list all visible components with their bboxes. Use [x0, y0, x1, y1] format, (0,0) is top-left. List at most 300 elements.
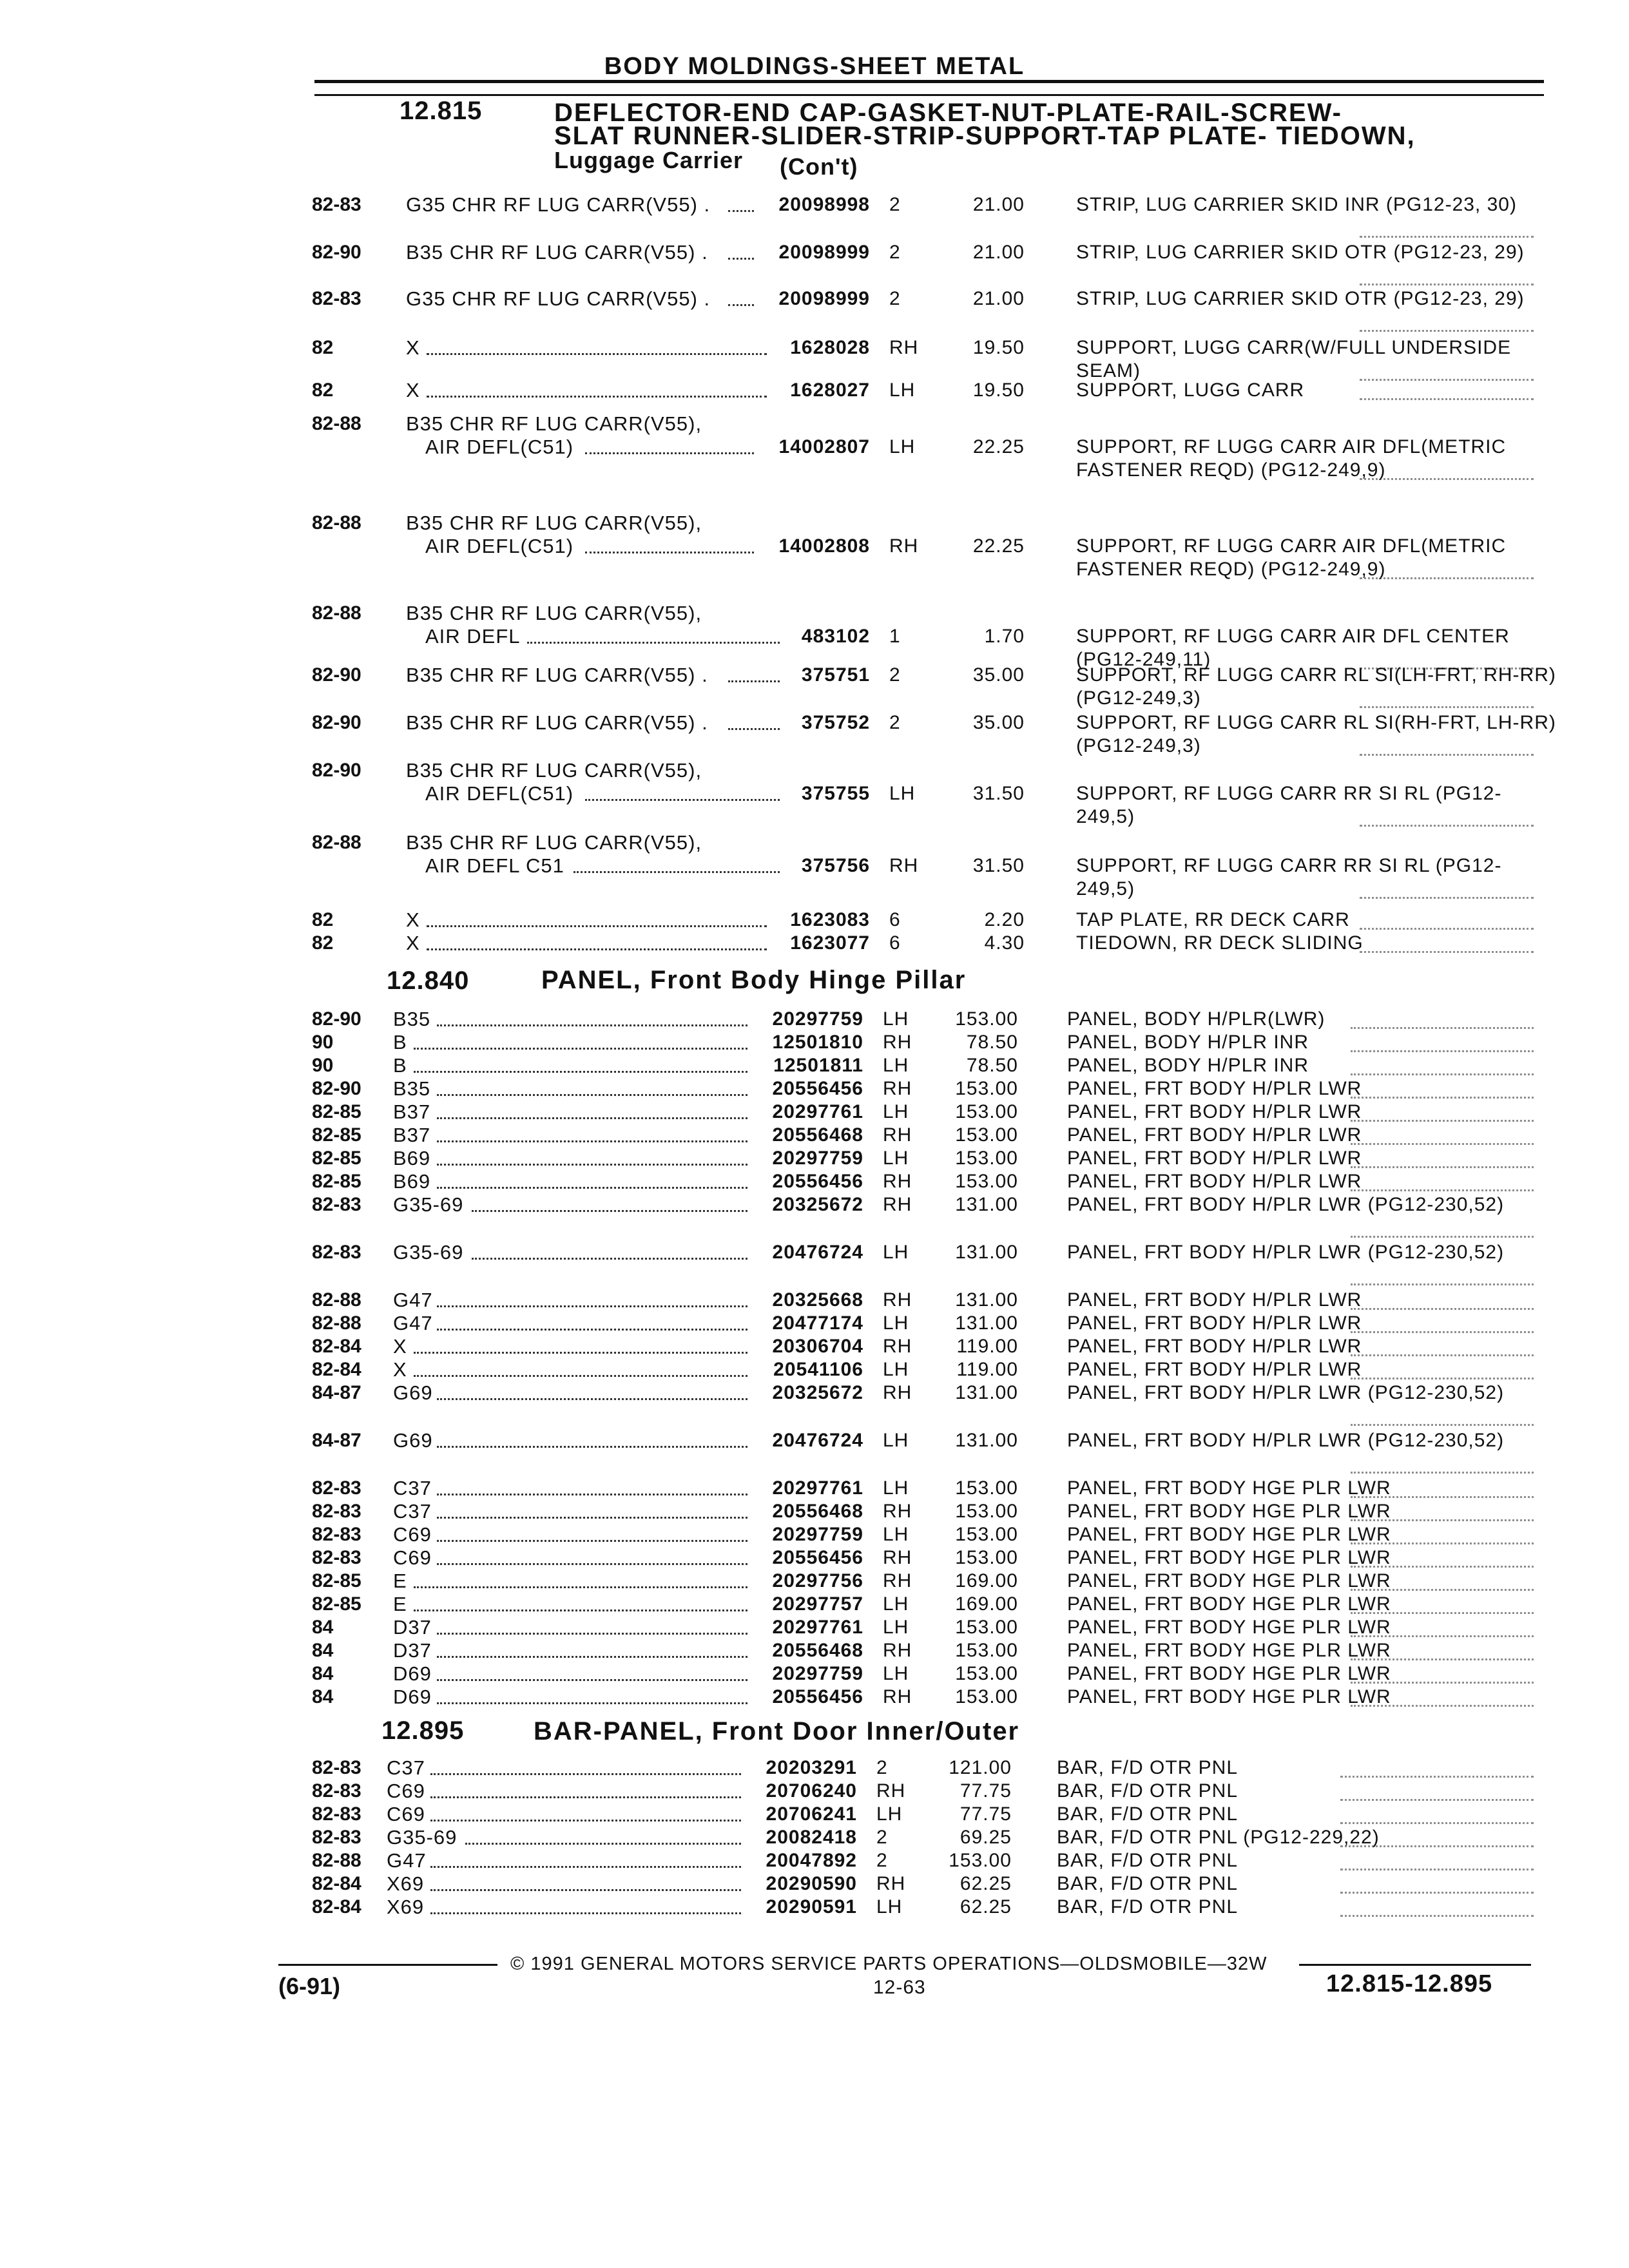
quantity: LH — [889, 436, 916, 457]
price: 35.00 — [972, 664, 1025, 686]
model-year: 82-85 — [312, 1101, 361, 1122]
price: 153.00 — [955, 1524, 1018, 1545]
leader-dots — [437, 1117, 747, 1119]
quantity: RH — [876, 1873, 906, 1894]
price: 4.30 — [984, 932, 1025, 954]
part-description: PANEL, FRT BODY H/PLR LWR (PG12-230,52) — [1067, 1194, 1505, 1215]
part-description: SUPPORT, RF LUGG CARR AIR DFL(METRIC FASTENER REQD) (PG12-249,9) — [1076, 436, 1507, 481]
quantity: LH — [883, 1008, 909, 1030]
quantity: LH — [883, 1617, 909, 1638]
leader-dots — [728, 728, 780, 730]
footer-rule-right — [1299, 1964, 1531, 1966]
description-leader — [1351, 1589, 1534, 1591]
quantity: RH — [883, 1032, 912, 1053]
section-number: 12.815 — [400, 97, 483, 125]
part-number: 20541106 — [773, 1359, 863, 1380]
part-description: PANEL, FRT BODY H/PLR LWR — [1067, 1124, 1362, 1146]
price: 153.00 — [955, 1477, 1018, 1499]
part-number: 20706241 — [766, 1803, 857, 1825]
part-number: 20306704 — [772, 1336, 863, 1357]
model-code: X — [393, 1358, 407, 1381]
model-year: 84-87 — [312, 1430, 361, 1451]
model-year: 82-83 — [312, 1803, 361, 1825]
description-leader — [1351, 1166, 1534, 1168]
leader-dots — [472, 1210, 747, 1212]
quantity: RH — [883, 1171, 912, 1192]
part-number: 20476724 — [772, 1242, 863, 1263]
part-description: PANEL, FRT BODY H/PLR LWR — [1067, 1359, 1362, 1380]
quantity: LH — [889, 783, 916, 804]
leader-dots — [437, 1329, 747, 1331]
model-year: 82 — [312, 380, 334, 401]
model-code: X69 — [387, 1896, 425, 1918]
part-description: PANEL, FRT BODY H/PLR LWR — [1067, 1078, 1362, 1099]
model-year: 82-83 — [312, 1501, 361, 1522]
price: 119.00 — [956, 1336, 1018, 1357]
part-number: 20297759 — [772, 1148, 863, 1169]
model-year: 82-88 — [312, 512, 361, 533]
quantity: 2 — [889, 664, 901, 686]
model-code: X — [393, 1335, 407, 1358]
part-description: BAR, F/D OTR PNL — [1057, 1896, 1239, 1917]
part-number: 20297761 — [772, 1477, 863, 1499]
price: 153.00 — [955, 1101, 1018, 1122]
leader-dots — [437, 1094, 747, 1096]
part-description: PANEL, FRT BODY HGE PLR LWR — [1067, 1640, 1391, 1661]
footer-page-number: 12-63 — [873, 1977, 926, 1998]
quantity: 6 — [889, 932, 901, 954]
part-number: 12501810 — [772, 1032, 863, 1053]
leader-dots — [437, 1305, 747, 1307]
description-leader — [1351, 1027, 1534, 1029]
price: 22.25 — [972, 535, 1025, 557]
quantity: 2 — [876, 1850, 888, 1871]
part-description: PANEL, FRT BODY H/PLR LWR — [1067, 1101, 1362, 1122]
part-number: 20556468 — [772, 1640, 863, 1661]
model-code: B35 CHR RF LUG CARR(V55), — [406, 602, 702, 624]
part-description: TIEDOWN, RR DECK SLIDING — [1076, 932, 1364, 954]
leader-dots — [437, 1494, 747, 1495]
model-year: 82-84 — [312, 1873, 361, 1894]
part-number: 20098999 — [778, 242, 870, 263]
model-code: B69 — [393, 1170, 431, 1193]
description-leader — [1360, 825, 1534, 827]
part-number: 20556456 — [772, 1686, 863, 1707]
leader-dots — [527, 642, 780, 644]
model-code: AIR DEFL(C51) — [425, 782, 574, 805]
model-code: C69 — [387, 1780, 425, 1802]
model-code: C37 — [393, 1477, 432, 1499]
price: 62.25 — [959, 1896, 1012, 1917]
part-description: PANEL, BODY H/PLR(LWR) — [1067, 1008, 1325, 1030]
model-year: 82-83 — [312, 1547, 361, 1568]
description-leader — [1360, 951, 1534, 953]
part-description: PANEL, FRT BODY HGE PLR LWR — [1067, 1570, 1391, 1591]
section-title: SLAT RUNNER-SLIDER-STRIP-SUPPORT-TAP PLATE- TIEDOWN, — [554, 122, 1416, 150]
quantity: RH — [883, 1124, 912, 1146]
model-code: AIR DEFL C51 — [425, 854, 564, 877]
model-code: G69 — [393, 1429, 433, 1452]
description-leader — [1351, 1189, 1534, 1191]
part-number: 1623077 — [790, 932, 870, 954]
part-description: STRIP, LUG CARRIER SKID INR (PG12-23, 30) — [1076, 194, 1517, 215]
model-code: D37 — [393, 1639, 432, 1662]
part-number: 20290591 — [766, 1896, 857, 1917]
description-leader — [1351, 1354, 1534, 1356]
model-year: 82-85 — [312, 1593, 361, 1615]
model-code: E — [393, 1570, 407, 1592]
leader-dots — [430, 1889, 741, 1891]
leader-dots — [437, 1140, 747, 1142]
price: 131.00 — [955, 1289, 1018, 1311]
model-year: 82-90 — [312, 1078, 361, 1099]
model-code: C37 — [387, 1756, 425, 1779]
description-leader — [1340, 1915, 1534, 1917]
price: 77.75 — [959, 1803, 1012, 1825]
model-code: G47 — [393, 1312, 433, 1334]
leader-dots — [427, 353, 767, 355]
description-leader — [1351, 1424, 1534, 1426]
quantity: 2 — [876, 1827, 888, 1848]
description-leader — [1340, 1822, 1534, 1824]
model-year: 82-85 — [312, 1171, 361, 1192]
part-description: PANEL, FRT BODY HGE PLR LWR — [1067, 1547, 1391, 1568]
price: 62.25 — [959, 1873, 1012, 1894]
leader-dots — [728, 210, 754, 212]
part-number: 20477174 — [772, 1312, 863, 1334]
quantity: RH — [883, 1382, 912, 1403]
description-leader — [1351, 1073, 1534, 1075]
part-number: 20047892 — [766, 1850, 857, 1871]
price: 131.00 — [955, 1242, 1018, 1263]
leader-dots — [437, 1398, 747, 1400]
description-leader — [1360, 236, 1534, 238]
model-year: 82-88 — [312, 832, 361, 853]
leader-dots — [437, 1563, 747, 1565]
model-year: 82-84 — [312, 1336, 361, 1357]
part-number: 20098998 — [778, 194, 870, 215]
price: 153.00 — [955, 1124, 1018, 1146]
model-year: 82-83 — [312, 1780, 361, 1802]
description-leader — [1340, 1776, 1534, 1778]
price: 153.00 — [955, 1171, 1018, 1192]
description-leader — [1360, 398, 1534, 400]
section-subtitle: Luggage Carrier — [554, 147, 744, 173]
price: 153.00 — [955, 1008, 1018, 1030]
part-number: 1628028 — [790, 337, 870, 358]
leader-dots — [414, 1610, 747, 1611]
part-number: 14002807 — [778, 436, 870, 457]
quantity: RH — [883, 1570, 912, 1591]
quantity: RH — [883, 1194, 912, 1215]
model-code: X — [406, 932, 420, 954]
price: 153.00 — [955, 1078, 1018, 1099]
part-description: PANEL, FRT BODY HGE PLR LWR — [1067, 1686, 1391, 1707]
leader-dots — [427, 948, 767, 950]
price: 153.00 — [955, 1547, 1018, 1568]
leader-dots — [465, 1843, 741, 1845]
part-number: 1623083 — [790, 909, 870, 930]
part-description: PANEL, FRT BODY H/PLR LWR (PG12-230,52) — [1067, 1382, 1505, 1403]
quantity: LH — [883, 1430, 909, 1451]
model-code: AIR DEFL — [425, 625, 521, 648]
part-number: 14002808 — [778, 535, 870, 557]
description-leader — [1340, 1845, 1534, 1847]
header-rule-lower — [314, 94, 1544, 96]
model-year: 82-83 — [312, 194, 361, 215]
model-year: 82-84 — [312, 1896, 361, 1917]
model-code: G35-69 — [393, 1241, 464, 1264]
description-leader — [1351, 1331, 1534, 1333]
quantity: RH — [889, 337, 919, 358]
model-code: D69 — [393, 1686, 432, 1708]
description-leader — [1351, 1519, 1534, 1521]
model-code: B35 CHR RF LUG CARR(V55) . — [406, 664, 708, 686]
part-description: PANEL, FRT BODY H/PLR LWR — [1067, 1171, 1362, 1192]
description-leader — [1360, 577, 1534, 579]
description-leader — [1340, 1799, 1534, 1801]
description-leader — [1351, 1566, 1534, 1568]
quantity: 6 — [889, 909, 901, 930]
quantity: LH — [883, 1101, 909, 1122]
price: 153.00 — [955, 1640, 1018, 1661]
leader-dots — [430, 1773, 741, 1775]
price: 2.20 — [984, 909, 1025, 930]
model-year: 82-84 — [312, 1359, 361, 1380]
price: 121.00 — [949, 1757, 1012, 1778]
price: 169.00 — [955, 1570, 1018, 1591]
part-number: 20297759 — [772, 1663, 863, 1684]
section-number: 12.840 — [387, 966, 470, 995]
part-number: 20297759 — [772, 1008, 863, 1030]
part-description: BAR, F/D OTR PNL (PG12-229,22) — [1057, 1827, 1380, 1848]
quantity: RH — [883, 1547, 912, 1568]
model-year: 90 — [312, 1032, 334, 1053]
price: 77.75 — [959, 1780, 1012, 1802]
price: 131.00 — [955, 1312, 1018, 1334]
price: 22.25 — [972, 436, 1025, 457]
quantity: LH — [883, 1477, 909, 1499]
price: 169.00 — [955, 1593, 1018, 1615]
part-number: 1628027 — [790, 380, 870, 401]
leader-dots — [427, 396, 767, 398]
quantity: RH — [889, 855, 919, 876]
quantity: 2 — [876, 1757, 888, 1778]
leader-dots — [437, 1187, 747, 1189]
part-description: PANEL, BODY H/PLR INR — [1067, 1032, 1309, 1053]
description-leader — [1351, 1283, 1534, 1285]
part-description: SUPPORT, RF LUGG CARR AIR DFL CENTER (PG12-249,11) — [1076, 626, 1510, 670]
model-year: 82-83 — [312, 1524, 361, 1545]
description-leader — [1351, 1682, 1534, 1684]
part-number: 375751 — [801, 664, 870, 686]
leader-dots — [414, 1071, 747, 1073]
part-number: 20297756 — [772, 1570, 863, 1591]
model-year: 82-88 — [312, 1850, 361, 1871]
part-description: PANEL, FRT BODY HGE PLR LWR — [1067, 1663, 1391, 1684]
model-year: 82 — [312, 932, 334, 954]
leader-dots — [430, 1820, 741, 1821]
model-year: 84-87 — [312, 1382, 361, 1403]
part-number: 20556456 — [772, 1171, 863, 1192]
part-description: BAR, F/D OTR PNL — [1057, 1757, 1239, 1778]
description-leader — [1360, 478, 1534, 480]
leader-dots — [728, 304, 754, 306]
section-continued: (Con't) — [780, 153, 858, 180]
price: 153.00 — [955, 1617, 1018, 1638]
model-code: E — [393, 1593, 407, 1615]
part-number: 12501811 — [773, 1055, 863, 1076]
leader-dots — [430, 1912, 741, 1914]
model-year: 84 — [312, 1663, 334, 1684]
leader-dots — [472, 1258, 747, 1260]
price: 35.00 — [972, 712, 1025, 733]
model-year: 84 — [312, 1640, 334, 1661]
description-leader — [1340, 1869, 1534, 1870]
model-code: D37 — [393, 1616, 432, 1639]
part-number: 20556456 — [772, 1547, 863, 1568]
model-year: 82-90 — [312, 760, 361, 781]
part-number: 20203291 — [766, 1757, 857, 1778]
part-number: 375755 — [801, 783, 870, 804]
leader-dots — [437, 1446, 747, 1448]
part-number: 375752 — [801, 712, 870, 733]
model-code: B35 CHR RF LUG CARR(V55), — [406, 759, 702, 782]
description-leader — [1360, 897, 1534, 899]
model-code: X — [406, 908, 420, 931]
description-leader — [1351, 1097, 1534, 1099]
model-code: B — [393, 1031, 407, 1053]
quantity: LH — [883, 1242, 909, 1263]
price: 131.00 — [955, 1382, 1018, 1403]
description-leader — [1351, 1236, 1534, 1238]
description-leader — [1351, 1050, 1534, 1052]
model-code: B37 — [393, 1100, 431, 1123]
leader-dots — [437, 1702, 747, 1704]
model-year: 82-88 — [312, 602, 361, 624]
model-code: AIR DEFL(C51) — [425, 535, 574, 557]
quantity: RH — [876, 1780, 906, 1802]
model-year: 82-85 — [312, 1570, 361, 1591]
quantity: RH — [883, 1289, 912, 1311]
model-code: B69 — [393, 1147, 431, 1169]
price: 1.70 — [984, 626, 1025, 647]
price: 31.50 — [972, 783, 1025, 804]
part-description: PANEL, FRT BODY H/PLR LWR — [1067, 1336, 1362, 1357]
part-description: BAR, F/D OTR PNL — [1057, 1850, 1239, 1871]
model-year: 82-83 — [312, 1477, 361, 1499]
price: 153.00 — [955, 1686, 1018, 1707]
leader-dots — [437, 1633, 747, 1635]
quantity: 2 — [889, 242, 901, 263]
price: 19.50 — [972, 380, 1025, 401]
part-description: PANEL, BODY H/PLR INR — [1067, 1055, 1309, 1076]
price: 131.00 — [955, 1194, 1018, 1215]
part-number: 20556468 — [772, 1124, 863, 1146]
model-code: D69 — [393, 1662, 432, 1685]
quantity: LH — [883, 1055, 909, 1076]
price: 31.50 — [972, 855, 1025, 876]
part-description: SUPPORT, RF LUGG CARR RR SI RL (PG12-249,5) — [1076, 783, 1502, 827]
part-description: SUPPORT, RF LUGG CARR AIR DFL(METRIC FASTENER REQD) (PG12-249,9) — [1076, 535, 1507, 580]
section-title: PANEL, Front Body Hinge Pillar — [541, 966, 967, 994]
part-number: 20325668 — [772, 1289, 863, 1311]
part-number: 20290590 — [766, 1873, 857, 1894]
description-leader — [1351, 1705, 1534, 1707]
model-year: 82 — [312, 337, 334, 358]
model-code: B35 CHR RF LUG CARR(V55), — [406, 412, 702, 435]
part-number: 375756 — [801, 855, 870, 876]
model-code: B35 — [393, 1008, 431, 1030]
leader-dots — [414, 1048, 747, 1050]
part-number: 20297759 — [772, 1524, 863, 1545]
model-year: 82-88 — [312, 413, 361, 434]
leader-dots — [437, 1679, 747, 1681]
quantity: 2 — [889, 712, 901, 733]
model-year: 84 — [312, 1617, 334, 1638]
part-description: PANEL, FRT BODY HGE PLR LWR — [1067, 1524, 1391, 1545]
description-leader — [1351, 1378, 1534, 1379]
model-year: 82-88 — [312, 1289, 361, 1311]
description-leader — [1351, 1472, 1534, 1474]
part-number: 20297757 — [772, 1593, 863, 1615]
model-code: X — [406, 379, 420, 401]
model-code: G35-69 — [393, 1193, 464, 1216]
quantity: 2 — [889, 194, 901, 215]
page-header-title: BODY MOLDINGS-SHEET METAL — [604, 53, 1025, 80]
model-code: B35 CHR RF LUG CARR(V55) . — [406, 711, 708, 734]
part-description: PANEL, FRT BODY H/PLR LWR — [1067, 1148, 1362, 1169]
leader-dots — [585, 552, 754, 553]
quantity: LH — [883, 1663, 909, 1684]
model-year: 82-83 — [312, 1827, 361, 1848]
model-code: G69 — [393, 1381, 433, 1404]
leader-dots — [427, 925, 767, 927]
model-code: G47 — [387, 1849, 427, 1872]
model-code: G35-69 — [387, 1826, 458, 1849]
part-description: BAR, F/D OTR PNL — [1057, 1780, 1239, 1802]
model-code: G35 CHR RF LUG CARR(V55) . — [406, 193, 711, 216]
quantity: LH — [883, 1593, 909, 1615]
model-code: X69 — [387, 1872, 425, 1895]
leader-dots — [585, 799, 780, 801]
quantity: 2 — [889, 288, 901, 309]
price: 21.00 — [972, 288, 1025, 309]
model-year: 82-83 — [312, 1194, 361, 1215]
leader-dots — [574, 871, 780, 873]
description-leader — [1360, 928, 1534, 930]
part-description: BAR, F/D OTR PNL — [1057, 1873, 1239, 1894]
quantity: LH — [876, 1896, 903, 1917]
model-year: 84 — [312, 1686, 334, 1707]
part-description: PANEL, FRT BODY HGE PLR LWR — [1067, 1501, 1391, 1522]
description-leader — [1351, 1658, 1534, 1660]
quantity: RH — [889, 535, 919, 557]
model-year: 82-88 — [312, 1312, 361, 1334]
section-title: DEFLECTOR-END CAP-GASKET-NUT-PLATE-RAIL-SCREW- — [554, 99, 1342, 127]
part-number: 20297761 — [772, 1617, 863, 1638]
part-description: STRIP, LUG CARRIER SKID OTR (PG12-23, 29) — [1076, 242, 1525, 263]
description-leader — [1351, 1542, 1534, 1544]
part-description: SUPPORT, RF LUGG CARR RL SI(LH-FRT, RH-RR) (PG12-249,3) — [1076, 664, 1556, 709]
description-leader — [1351, 1612, 1534, 1614]
part-description: BAR, F/D OTR PNL — [1057, 1803, 1239, 1825]
model-code: X — [406, 336, 420, 359]
part-number: 20706240 — [766, 1780, 857, 1802]
model-code: C69 — [393, 1523, 432, 1546]
model-year: 82-83 — [312, 1242, 361, 1263]
quantity: LH — [883, 1359, 909, 1380]
